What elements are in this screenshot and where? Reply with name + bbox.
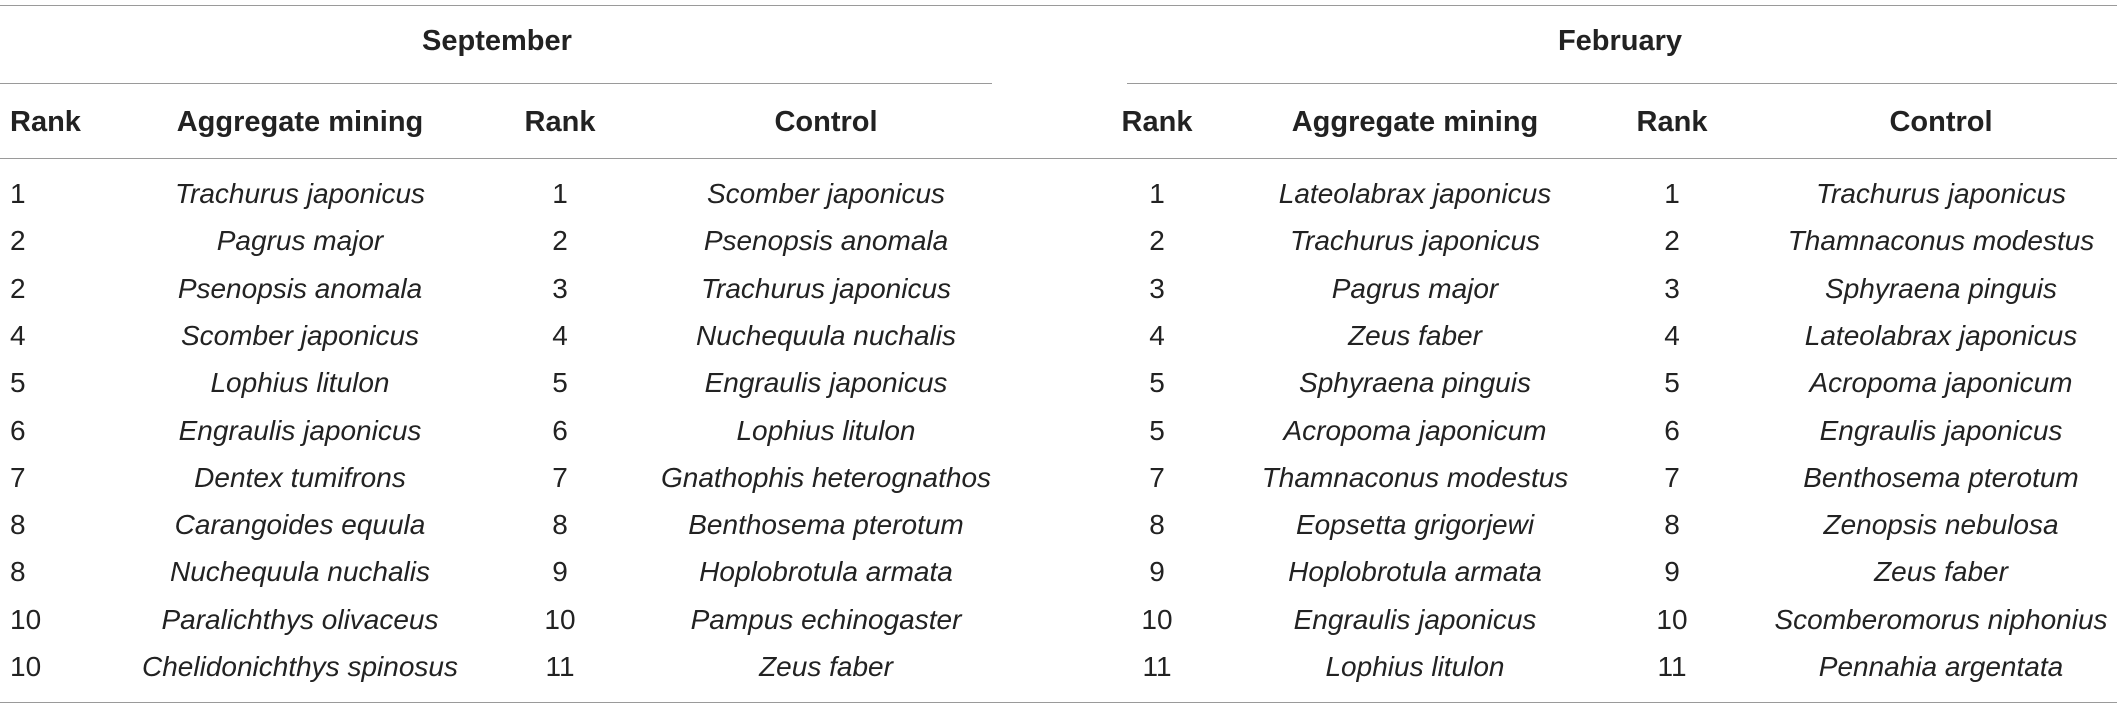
february-cell-rank: 11 bbox=[1142, 651, 1172, 682]
september-cell-rank: 8 bbox=[552, 509, 568, 541]
september-cell-rank: 1 bbox=[552, 178, 568, 209]
september-cell-control: Engraulis japonicus bbox=[704, 367, 948, 399]
february-cell-control: Thamnaconus modestus bbox=[1787, 225, 2095, 257]
february-cell-rank: 9 bbox=[1149, 556, 1165, 588]
september-cell-aggregate-mining: Psenopsis anomala bbox=[177, 272, 423, 304]
september-cell-rank: 5 bbox=[10, 367, 26, 399]
february-cell-control: Lateolabrax japonicus bbox=[1804, 319, 2078, 351]
september-cell-rank: 3 bbox=[552, 272, 568, 304]
september-cell-aggregate-mining: Scomber japonicus bbox=[180, 319, 420, 351]
september-cell-control: Scomber japonicus bbox=[706, 178, 946, 209]
february-cell-aggregate-mining: Zeus faber bbox=[1348, 319, 1482, 351]
february-cell-control: Scomberomorus niphonius bbox=[1774, 603, 2108, 635]
february-cell-aggregate-mining: Trachurus japonicus bbox=[1289, 225, 1541, 257]
september-cell-rank: 7 bbox=[552, 461, 568, 493]
february-cell-rank: 7 bbox=[1664, 461, 1680, 493]
february-cell-rank: 6 bbox=[1664, 414, 1680, 446]
february-column-header-control: Control bbox=[1889, 106, 1993, 138]
september-cell-control: Gnathophis heterognathos bbox=[660, 461, 992, 493]
september-cell-aggregate-mining: Paralichthys olivaceus bbox=[161, 603, 439, 635]
september-cell-control: Psenopsis anomala bbox=[703, 225, 949, 257]
september-cell-rank: 6 bbox=[10, 414, 26, 446]
september-cell-aggregate-mining: Dentex tumifrons bbox=[194, 461, 406, 493]
group-header-september: September bbox=[422, 25, 572, 57]
september-cell-rank: 2 bbox=[10, 272, 26, 304]
september-cell-rank: 2 bbox=[10, 225, 26, 257]
february-cell-rank: 2 bbox=[1664, 225, 1680, 257]
september-cell-rank: 4 bbox=[10, 319, 26, 351]
september-cell-rank: 6 bbox=[552, 414, 568, 446]
september-cell-aggregate-mining: Carangoides equula bbox=[174, 509, 426, 541]
february-cell-rank: 5 bbox=[1149, 414, 1165, 446]
february-cell-control: Zenopsis nebulosa bbox=[1823, 509, 2059, 541]
february-cell-aggregate-mining: Eopsetta grigorjewi bbox=[1295, 509, 1535, 541]
february-cell-aggregate-mining: Lateolabrax japonicus bbox=[1278, 178, 1552, 209]
february-cell-aggregate-mining: Acropoma japonicum bbox=[1283, 414, 1547, 446]
february-cell-control: Sphyraena pinguis bbox=[1825, 272, 2057, 304]
september-cell-rank: 8 bbox=[10, 556, 26, 588]
september-cell-control: Lophius litulon bbox=[736, 414, 916, 446]
february-cell-rank: 5 bbox=[1149, 367, 1165, 399]
september-cell-rank: 10 bbox=[544, 603, 576, 635]
september-cell-aggregate-mining: Trachurus japonicus bbox=[174, 178, 426, 209]
september-group-rule bbox=[0, 83, 992, 84]
september-cell-aggregate-mining: Lophius litulon bbox=[210, 367, 390, 399]
september-cell-aggregate-mining: Chelidonichthys spinosus bbox=[142, 651, 458, 682]
february-cell-control: Zeus faber bbox=[1874, 556, 2008, 588]
september-cell-aggregate-mining: Nuchequula nuchalis bbox=[170, 556, 430, 588]
february-cell-rank: 3 bbox=[1664, 272, 1680, 304]
september-cell-control: Zeus faber bbox=[759, 651, 893, 682]
september-cell-control: Nuchequula nuchalis bbox=[696, 319, 956, 351]
february-cell-rank: 4 bbox=[1149, 319, 1165, 351]
february-cell-control: Trachurus japonicus bbox=[1815, 178, 2067, 209]
september-cell-rank: 5 bbox=[552, 367, 568, 399]
september-cell-control: Trachurus japonicus bbox=[700, 272, 952, 304]
february-cell-rank: 4 bbox=[1664, 319, 1680, 351]
february-cell-rank: 10 bbox=[1656, 603, 1688, 635]
september-cell-aggregate-mining: Engraulis japonicus bbox=[178, 414, 422, 446]
february-cell-rank: 10 bbox=[1141, 603, 1173, 635]
september-cell-aggregate-mining: Pagrus major bbox=[216, 225, 384, 257]
february-cell-aggregate-mining: Engraulis japonicus bbox=[1293, 603, 1537, 635]
group-header-february: February bbox=[1557, 25, 1683, 57]
september-cell-control: Benthosema pterotum bbox=[688, 509, 964, 541]
february-cell-rank: 8 bbox=[1149, 509, 1165, 541]
september-cell-rank: 4 bbox=[552, 319, 568, 351]
february-group-rule bbox=[1127, 83, 2117, 84]
september-cell-rank: 10 bbox=[10, 603, 42, 635]
september-column-header-control: Control bbox=[774, 106, 878, 138]
february-column-header-rank: Rank bbox=[1121, 106, 1193, 138]
february-cell-rank: 1 bbox=[1664, 178, 1680, 209]
february-cell-aggregate-mining: Pagrus major bbox=[1331, 272, 1499, 304]
header-bottom-rule bbox=[0, 158, 2117, 159]
february-cell-rank: 3 bbox=[1149, 272, 1165, 304]
february-cell-control: Engraulis japonicus bbox=[1819, 414, 2063, 446]
february-cell-rank: 9 bbox=[1664, 556, 1680, 588]
september-cell-control: Hoplobrotula armata bbox=[699, 556, 953, 588]
september-cell-rank: 11 bbox=[545, 651, 575, 682]
september-cell-control: Pampus echinogaster bbox=[690, 603, 962, 635]
september-cell-rank: 8 bbox=[10, 509, 26, 541]
february-column-header-aggregate-mining: Aggregate mining bbox=[1291, 106, 1539, 138]
september-cell-rank: 9 bbox=[552, 556, 568, 588]
september-cell-rank: 1 bbox=[10, 178, 26, 209]
february-cell-control: Benthosema pterotum bbox=[1803, 461, 2079, 493]
table-bottom-rule bbox=[0, 702, 2117, 703]
february-cell-rank: 2 bbox=[1149, 225, 1165, 257]
february-cell-aggregate-mining: Sphyraena pinguis bbox=[1299, 367, 1531, 399]
september-column-header-rank: Rank bbox=[524, 106, 596, 138]
table-top-rule bbox=[0, 5, 2117, 6]
september-column-header-rank: Rank bbox=[10, 106, 81, 138]
february-column-header-rank: Rank bbox=[1636, 106, 1708, 138]
february-cell-rank: 8 bbox=[1664, 509, 1680, 541]
february-cell-control: Pennahia argentata bbox=[1818, 651, 2064, 682]
february-cell-rank: 5 bbox=[1664, 367, 1680, 399]
september-cell-rank: 10 bbox=[10, 651, 42, 682]
february-cell-control: Acropoma japonicum bbox=[1809, 367, 2073, 399]
february-cell-aggregate-mining: Thamnaconus modestus bbox=[1261, 461, 1569, 493]
february-cell-rank: 11 bbox=[1657, 651, 1687, 682]
february-cell-rank: 1 bbox=[1149, 178, 1165, 209]
september-cell-rank: 7 bbox=[10, 461, 26, 493]
september-column-header-aggregate-mining: Aggregate mining bbox=[176, 106, 424, 138]
september-cell-rank: 2 bbox=[552, 225, 568, 257]
february-cell-aggregate-mining: Hoplobrotula armata bbox=[1288, 556, 1542, 588]
february-cell-aggregate-mining: Lophius litulon bbox=[1325, 651, 1505, 682]
february-cell-rank: 7 bbox=[1149, 461, 1165, 493]
